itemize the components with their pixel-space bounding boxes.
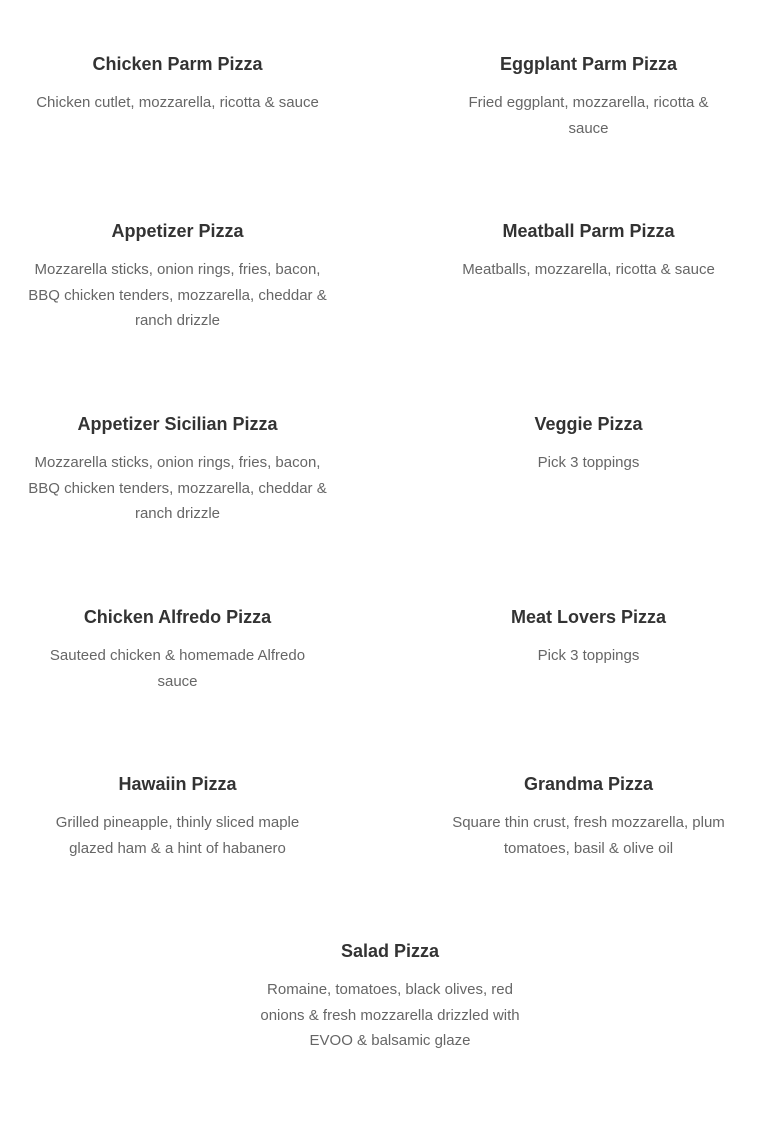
menu-item-description: Mozzarella sticks, onion rings, fries, bacon, BBQ chicken tenders, mozzarella, cheddar & ranch drizzle <box>28 454 327 522</box>
menu-item-eggplant-parm-pizza <box>432 52 745 141</box>
menu-item-title: Chicken Alfredo Pizza <box>83 607 272 627</box>
menu-item-hawaiin-pizza <box>20 772 335 861</box>
menu-item-description: Chicken cutlet, mozzarella, ricotta & sauce <box>36 94 319 111</box>
menu-item-title: Chicken Parm Pizza <box>92 54 263 74</box>
menu-item-title: Appetizer Sicilian Pizza <box>77 414 278 434</box>
menu-item-title: Meatball Parm Pizza <box>502 221 675 241</box>
menu-item-description: Fried eggplant, mozzarella, ricotta & sauce <box>468 94 709 137</box>
menu-item-meat-lovers-pizza <box>432 605 745 669</box>
menu-item-description: Pick 3 toppings <box>537 647 640 664</box>
menu-item-description: Grilled pineapple, thinly sliced maple glazed ham & a hint of habanero <box>55 814 300 857</box>
menu-item-appetizer-pizza <box>20 219 335 334</box>
menu-item-description: Mozzarella sticks, onion rings, fries, bacon, BBQ chicken tenders, mozzarella, cheddar & ranch drizzle <box>28 261 327 329</box>
menu-item-chicken-parm-pizza <box>20 52 335 116</box>
menu-item-meatball-parm-pizza <box>432 219 745 283</box>
menu-item-appetizer-sicilian-pizza <box>20 412 335 527</box>
menu-item-description: Pick 3 toppings <box>537 454 640 471</box>
menu-item-title: Appetizer Pizza <box>111 221 244 241</box>
menu-item-veggie-pizza <box>432 412 745 476</box>
menu-item-title: Hawaiin Pizza <box>118 774 237 794</box>
menu-item-description: Meatballs, mozzarella, ricotta & sauce <box>462 261 715 278</box>
menu-item-description: Sauteed chicken & homemade Alfredo sauce <box>49 647 306 690</box>
menu-item-title: Eggplant Parm Pizza <box>499 54 678 74</box>
menu-item-description: Romaine, tomatoes, black olives, red onions & fresh mozzarella drizzled with EVOO & balsamic glaze <box>260 981 520 1049</box>
menu-item-description: Square thin crust, fresh mozzarella, plum tomatoes, basil & olive oil <box>452 814 725 857</box>
menu-item-title: Veggie Pizza <box>534 414 643 434</box>
menu-item-title: Grandma Pizza <box>523 774 654 794</box>
menu-item-chicken-alfredo-pizza <box>20 605 335 694</box>
menu-item-title: Meat Lovers Pizza <box>510 607 667 627</box>
menu-item-grandma-pizza <box>432 772 745 861</box>
menu-item-title: Salad Pizza <box>340 941 440 961</box>
menu-item-salad-pizza <box>240 939 540 1054</box>
